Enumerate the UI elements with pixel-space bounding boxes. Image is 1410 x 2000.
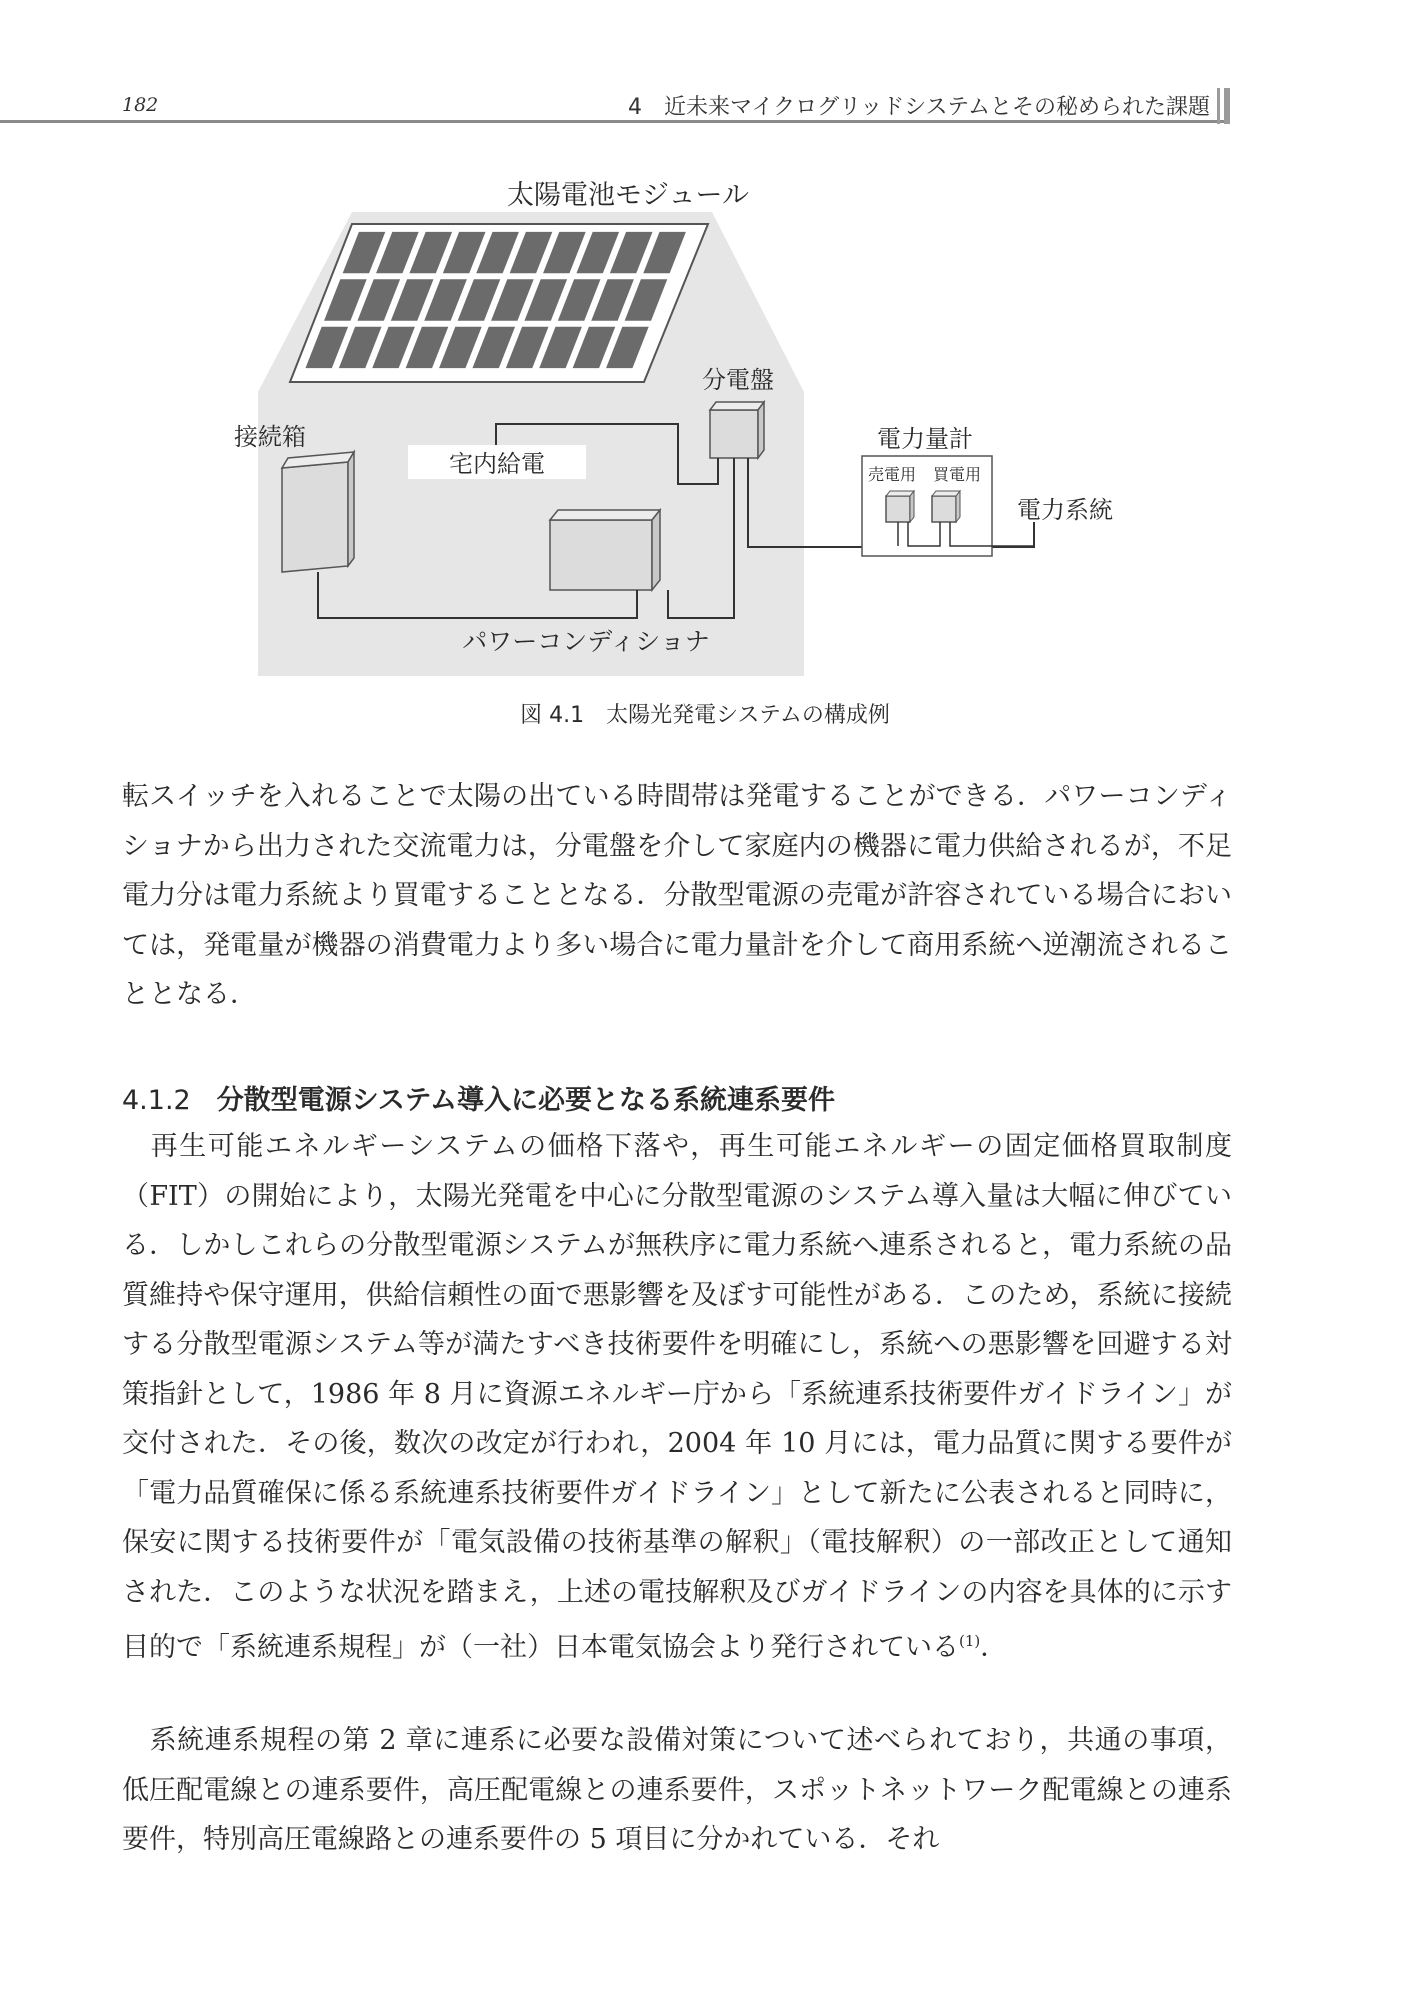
label-distribution-board: 分電盤 bbox=[702, 366, 774, 394]
label-grid: 電力系統 bbox=[1017, 496, 1113, 524]
pv-system-diagram bbox=[0, 0, 1410, 760]
running-title: 4 近未来マイクログリッドシステムとその秘められた課題 bbox=[627, 95, 1210, 120]
distribution-board bbox=[710, 402, 764, 458]
figure-4-1 bbox=[0, 0, 1410, 760]
paragraph-2-text: 再生可能エネルギーシステムの価格下落や，再生可能エネルギーの固定価格買取制度（FIT）の開始により，太陽光発電を中心に分散型電源のシステム導入量は大幅に伸びている．しかしこれらの分散型電源システムが無秩序に電力系統へ連系されると，電力系統の品質維持や保守運用，供給信頼性の面で悪影響を及ぼす可能性がある．このため，系統に接続する分散型電源システム等が満たすべき技術要件を明確にし，系統への悪影響を回避する対策指針として，1986 年 8 月に資源エネルギー庁から「系統連系技術要件ガイドライン」が交付された．その後，数次の改定が行われ，2004 年 10 月には，電力品質に関する要件が「電力品質確保に係る系統連系技術要件ガイドライン」として新たに公表されると同時に，保安に関する技術要件が「電気設備の技術基準の解釈」（電技解釈）の一部改正として通知された．このような状況を踏まえ，上述の電技解釈及びガイドラインの内容を具体的に示す目的で「系統連系規程」が（一社）日本電気協会より発行されている bbox=[122, 1131, 1232, 1663]
label-sell-meter: 売電用 bbox=[867, 465, 917, 484]
section-title: 分散型電源システム導入に必要となる系統連系要件 bbox=[216, 1085, 836, 1116]
buy-meter bbox=[932, 491, 960, 522]
label-buy-meter: 買電用 bbox=[932, 465, 982, 484]
section-heading bbox=[122, 1078, 835, 1117]
junction-box bbox=[282, 452, 354, 572]
paragraph-3-text: 系統連系規程の第 2 章に連系に必要な設備対策について述べられており，共通の事項，低圧配電線との連系要件，高圧配電線との連系要件，スポットネットワーク配電線との連系要件，特別高圧電線路との連系要件の 5 項目に分かれている．それ bbox=[122, 1725, 1232, 1855]
label-power-conditioner: パワーコンディショナ bbox=[462, 627, 710, 656]
citation-ref: (1) bbox=[959, 1632, 981, 1650]
label-solar-module: 太陽電池モジュール bbox=[507, 180, 749, 211]
sell-meter bbox=[886, 491, 914, 522]
paragraph-2 bbox=[122, 1122, 1232, 1673]
figure-caption-label: 図 4.1 bbox=[520, 703, 585, 728]
power-conditioner bbox=[550, 510, 660, 590]
paragraph-1 bbox=[122, 772, 1232, 1020]
figure-caption bbox=[0, 698, 1410, 729]
paragraph-3 bbox=[122, 1716, 1232, 1865]
paragraph-1-text: 転スイッチを入れることで太陽の出ている時間帯は発電することができる．パワーコンディショナから出力された交流電力は，分電盤を介して家庭内の機器に電力供給されるが，不足電力分は電力系統より買電することとなる．分散型電源の売電が許容されている場合においては，発電量が機器の消費電力より多い場合に電力量計を介して商用系統へ逆潮流されることとなる． bbox=[122, 781, 1232, 1010]
section-number: 4.1.2 bbox=[122, 1085, 191, 1116]
page-number: 182 bbox=[122, 94, 159, 116]
paragraph-2-end: ． bbox=[980, 1632, 1008, 1663]
label-power-meter: 電力量計 bbox=[877, 425, 973, 453]
label-in-home-supply: 宅内給電 bbox=[449, 450, 545, 478]
label-junction-box: 接続箱 bbox=[234, 423, 306, 451]
figure-caption-text: 太陽光発電システムの構成例 bbox=[606, 703, 890, 728]
